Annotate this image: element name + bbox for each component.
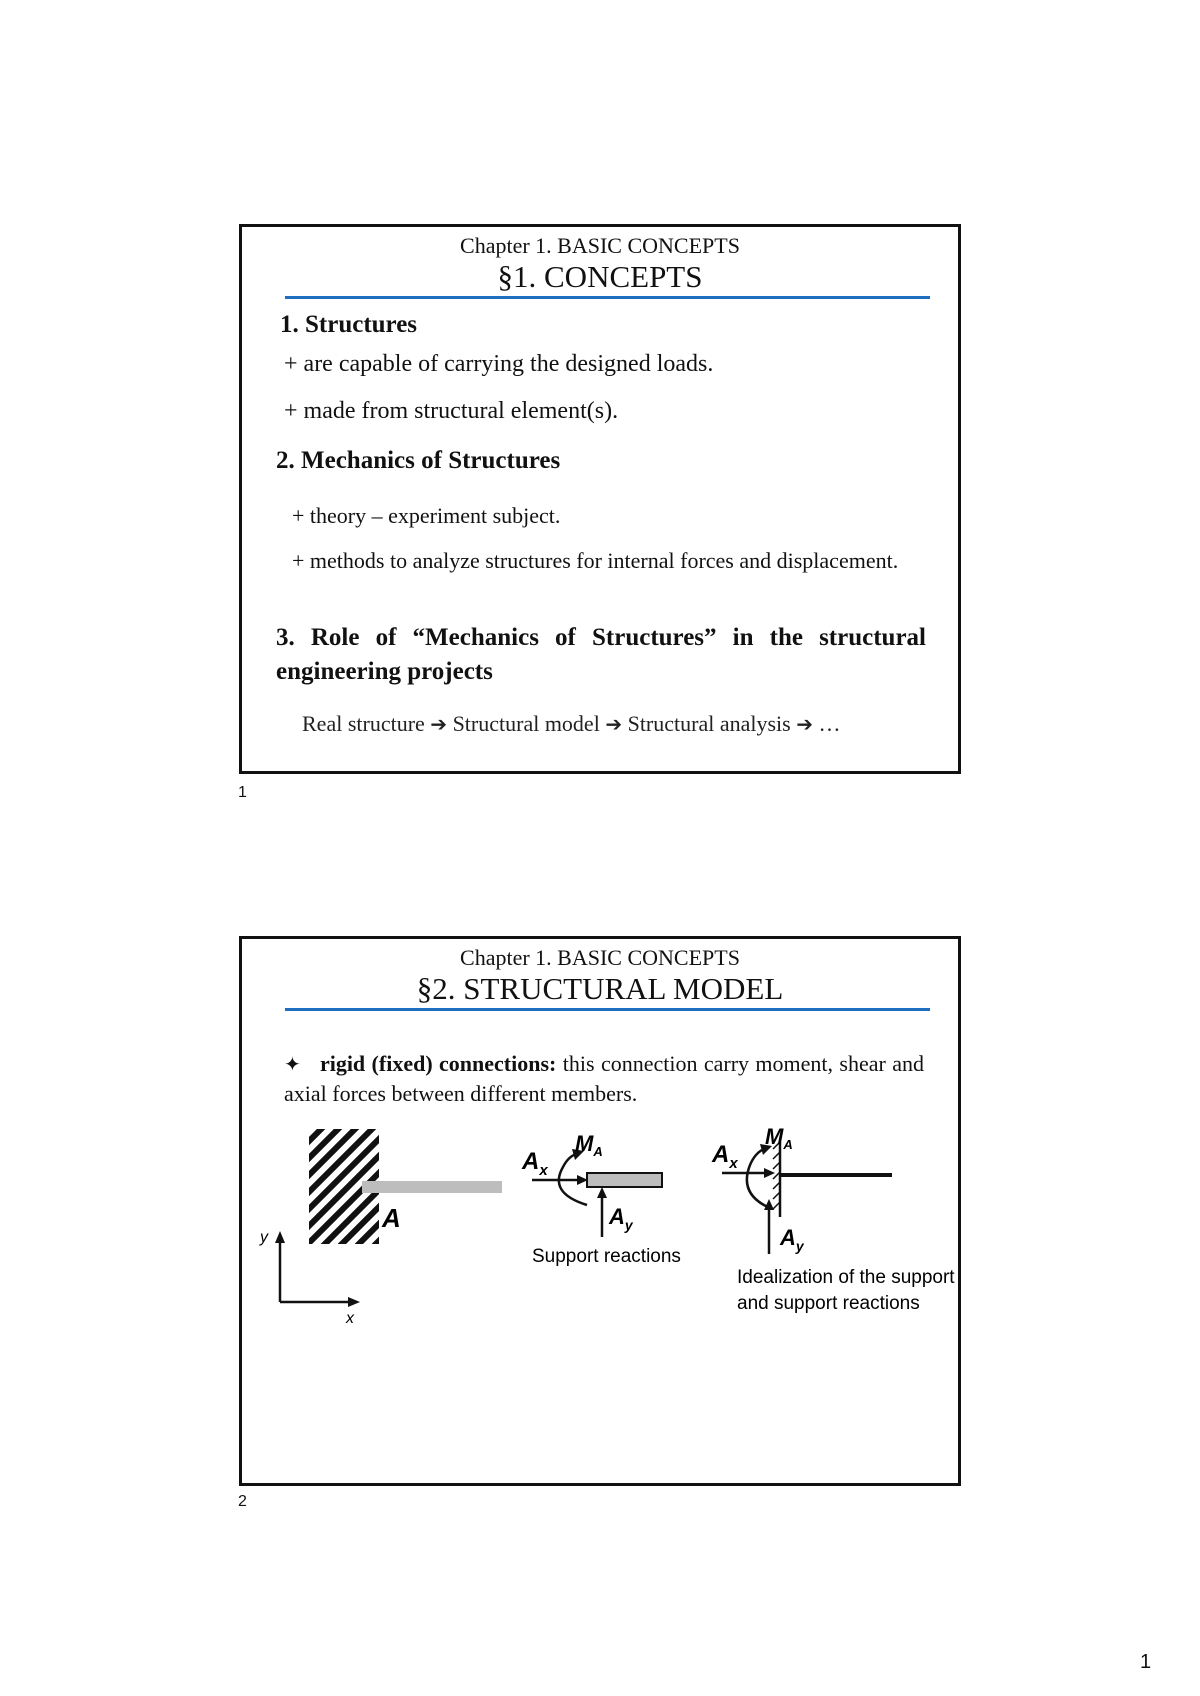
bullet-capable: + are capable of carrying the designed loads. — [284, 351, 714, 377]
heading-mechanics: 2. Mechanics of Structures — [276, 447, 561, 474]
bullet-term: rigid (fixed) connections: — [319, 1051, 557, 1076]
title-underline — [285, 1008, 930, 1011]
arrow-right-icon: ➔ — [796, 712, 813, 736]
heading-structures: 1. Structures — [280, 311, 418, 338]
caption-idealization-2: and support reactions — [737, 1293, 920, 1314]
workflow-line — [302, 711, 840, 737]
caption-support-reactions: Support reactions — [532, 1246, 681, 1267]
reaction-ax: $A_x$ — [522, 1148, 548, 1179]
slide-2 — [239, 936, 961, 1486]
support-label-a: A — [382, 1203, 401, 1233]
flow-real-structure: Real structure — [302, 711, 425, 736]
reaction-ma: $M_A$ — [575, 1131, 603, 1159]
reaction-ay: $A_y$ — [609, 1204, 633, 1233]
fixed-support-figure — [242, 1119, 958, 1349]
bullet-made-from: + made from structural element(s). — [284, 398, 619, 424]
ideal-reaction-ay: $A_y$ — [780, 1225, 804, 1254]
heading-role: 3. Role of “Mechanics of Structures” in the structural engineering projects — [276, 624, 926, 685]
axis-y-label: y — [260, 1229, 268, 1246]
star-bullet-icon: ✦ — [284, 1052, 301, 1076]
arrow-right-icon: ➔ — [430, 712, 448, 736]
grey-beam — [362, 1181, 502, 1193]
flow-ellipsis: … — [818, 711, 841, 736]
ideal-reaction-ma: $M_A$ — [765, 1124, 793, 1152]
caption-idealization-1: Idealization of the support — [737, 1267, 955, 1288]
slide-number: 2 — [238, 1493, 247, 1510]
section-title: §2. STRUCTURAL MODEL — [416, 971, 784, 1006]
flow-structural-model: Structural model — [452, 711, 600, 736]
title-underline — [285, 296, 930, 299]
page-number: 1 — [1140, 1651, 1152, 1673]
bullet-methods: + methods to analyze structures for internal forces and displacement. — [292, 548, 899, 573]
chapter-title: Chapter 1. BASIC CONCEPTS — [460, 945, 740, 970]
bullet-theory: + theory – experiment subject. — [292, 503, 561, 528]
slide-1 — [239, 224, 961, 774]
slide-number: 1 — [238, 784, 247, 801]
ideal-moment-arc — [747, 1149, 772, 1209]
bullet-rigid-connections — [284, 1049, 924, 1109]
bullet-description: this connection carry moment, shear and axial forces between different members. — [284, 1051, 924, 1106]
section-title: §1. CONCEPTS — [497, 259, 703, 294]
arrow-right-icon: ➔ — [605, 712, 623, 736]
flow-structural-analysis: Structural analysis — [627, 711, 791, 736]
axis-x-label: x — [346, 1310, 354, 1327]
ideal-reaction-ax: $A_x$ — [712, 1141, 738, 1172]
beam-segment — [587, 1173, 662, 1187]
chapter-title: Chapter 1. BASIC CONCEPTS — [460, 233, 740, 258]
